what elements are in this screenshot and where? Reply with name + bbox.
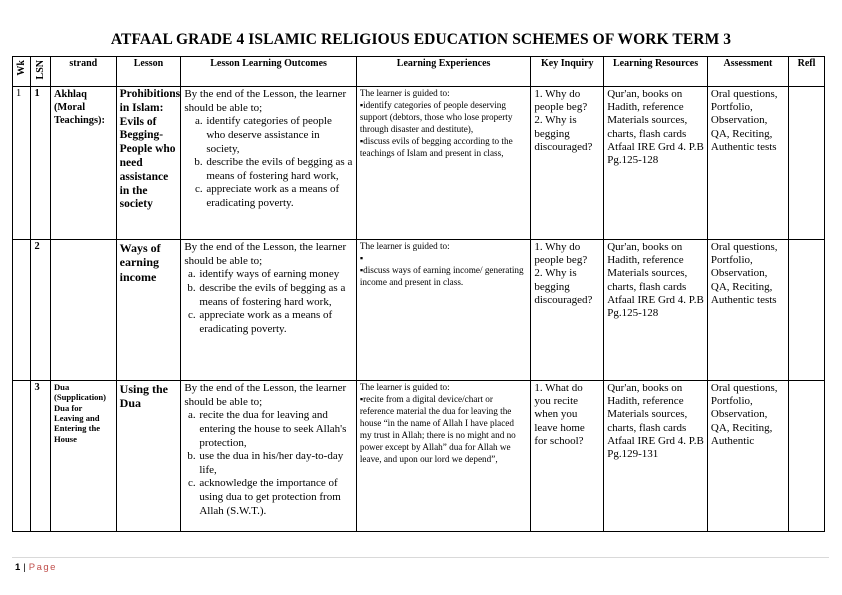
week-cell [13, 240, 31, 381]
inquiry-cell [531, 87, 604, 240]
page-number: 1 [15, 562, 21, 573]
experiences-intro: The learner is guided to: [359, 382, 450, 392]
outcome-item: a. identify categories of people who deserve assistance in society, [205, 115, 353, 156]
outcome-item: c. appreciate work as a means of eradicating poverty. [198, 309, 353, 336]
assessment-cell: Oral questions, Portfolio, Observation, QA, Reciting, Authentic [707, 381, 788, 532]
strand-cell: Dua (Supplication) Dua for Leaving and Entering the House [50, 381, 116, 532]
lesson-number-cell: 3 [31, 381, 51, 532]
lesson-number-cell: 2 [31, 240, 51, 381]
header-lsn: LSN [31, 57, 51, 87]
outcomes-cell [181, 240, 357, 381]
reflection-cell [789, 240, 825, 381]
outcome-item: b. describe the evils of begging as a means of fostering hard work, [198, 282, 353, 309]
experiences-intro: The learner is guided to: [359, 88, 450, 98]
resources-cell: Qur'an, books on Hadith, reference Materials sources, charts, flash cards Atfaal IRE Grd 4. P.B Pg.125-128 [604, 87, 708, 240]
inquiry-item: 2. Why is begging discouraged? [534, 114, 593, 153]
page-footer [15, 562, 57, 573]
outcome-item: c. appreciate work as a means of eradicating poverty. [205, 183, 353, 210]
week-cell: 1 [13, 87, 31, 240]
inquiry-item: 2. Why is begging discouraged? [534, 267, 593, 306]
experiences-cell [356, 87, 531, 240]
lesson-number-cell: 1 [31, 87, 51, 240]
header-strand: strand [50, 57, 116, 87]
header-lesson: Lesson [116, 57, 181, 87]
header-reflection: Refl [789, 57, 825, 87]
outcomes-list [184, 115, 353, 210]
header-wk: Wk [13, 57, 31, 87]
experience-item: ▪ discuss evils of begging according to the teachings of Islam and present in class, [360, 136, 528, 160]
inquiry-cell [531, 240, 604, 381]
experiences-cell [356, 240, 531, 381]
strand-cell: Akhlaq (Moral Teachings): [50, 87, 116, 240]
outcomes-cell [181, 87, 357, 240]
assessment-cell: Oral questions, Portfolio, Observation, QA, Reciting, Authentic tests [707, 240, 788, 381]
strand-cell [50, 240, 116, 381]
table-row [13, 240, 825, 381]
table-row [13, 87, 825, 240]
reflection-cell [789, 87, 825, 240]
experience-item: ▪ discuss ways of earning income/ generating income and present in class. [360, 265, 528, 289]
outcomes-intro: By the end of the Lesson, the learner should be able to; [184, 382, 347, 408]
outcome-item: a. identify ways of earning money [198, 268, 353, 282]
page-label: Page [28, 562, 57, 573]
experiences-cell [356, 381, 531, 532]
table-row [13, 381, 825, 532]
header-row [13, 57, 825, 87]
lesson-cell: Prohibitions in Islam: Evils of Begging-People who need assistance in the society [116, 87, 181, 240]
outcome-item: c. acknowledge the importance of using dua to get protection from Allah (S.W.T.). [198, 477, 353, 518]
experience-item [360, 253, 528, 265]
outcome-item: a. recite the dua for leaving and entering the house to seek Allah's protection, [198, 409, 353, 450]
resources-cell: Qur'an, books on Hadith, reference Materials sources, charts, flash cards Atfaal IRE Grd 4. P.B Pg.129-131 [604, 381, 708, 532]
scheme-of-work-table [12, 56, 825, 532]
outcomes-cell [181, 381, 357, 532]
lesson-cell: Ways of earning income [116, 240, 181, 381]
outcome-item: b. use the dua in his/her day-to-day life, [198, 450, 353, 477]
footer-divider [12, 557, 829, 558]
header-experiences: Learning Experiences [356, 57, 531, 87]
header-assessment: Assessment [707, 57, 788, 87]
header-inquiry: Key Inquiry [531, 57, 604, 87]
outcomes-list [184, 409, 353, 518]
document-title: ATFAAL GRADE 4 ISLAMIC RELIGIOUS EDUCATION SCHEMES OF WORK TERM 3 [110, 31, 732, 48]
inquiry-item: 1. What do you recite when you leave home for school? [534, 382, 585, 447]
header-outcomes: Lesson Learning Outcomes [181, 57, 357, 87]
lesson-cell: Using the Dua [116, 381, 181, 532]
outcomes-list [184, 268, 353, 336]
inquiry-item: 1. Why do people beg? [534, 241, 588, 267]
resources-cell: Qur'an, books on Hadith, reference Materials sources, charts, flash cards Atfaal IRE Grd 4. P.B Pg.125-128 [604, 240, 708, 381]
inquiry-cell [531, 381, 604, 532]
reflection-cell [789, 381, 825, 532]
assessment-cell: Oral questions, Portfolio, Observation, QA, Reciting, Authentic tests [707, 87, 788, 240]
outcomes-intro: By the end of the Lesson, the learner should be able to; [184, 241, 347, 267]
experiences-intro: The learner is guided to: [359, 241, 450, 251]
outcomes-intro: By the end of the Lesson, the learner should be able to; [184, 88, 347, 114]
outcome-item: b. describe the evils of begging as a means of fostering hard work, [205, 156, 353, 183]
header-resources: Learning Resources [604, 57, 708, 87]
experience-item: ▪ identify categories of people deserving support (debtors, those who lose property through disaster and destitute), [360, 100, 528, 136]
inquiry-item: 1. Why do people beg? [534, 88, 588, 114]
week-cell [13, 381, 31, 532]
experience-item: ▪ recite from a digital device/chart or reference material the dua for leaving the house “in the name of Allah I have placed my trust in Allah; there is no might and no power except by Allah” dua for Allah we leave, and upon our lord we depend”, [360, 394, 528, 466]
footer-separator: | [23, 562, 26, 573]
